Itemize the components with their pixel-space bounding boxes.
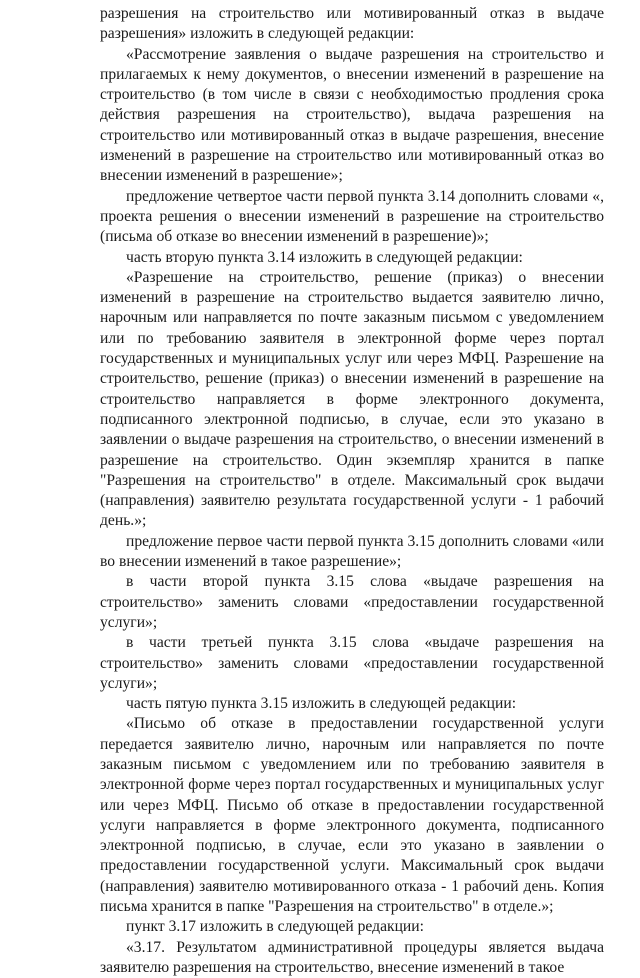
paragraph-3-15-part3: в части третьей пункта 3.15 слова «выдаче разрешения на строительство» заменить словами «предоставлении государственной услуги»; (100, 634, 604, 692)
paragraph-3-17-intro: пункт 3.17 изложить в следующей редакции: (126, 918, 424, 936)
paragraph-continuation: разрешения на строительство или мотивированный отказ в выдаче разрешения» изложить в следующей редакции: (100, 5, 604, 43)
paragraph-3-15-part2: в части второй пункта 3.15 слова «выдаче разрешения на строительство» заменить словами «предоставлении государственной услуги»; (100, 573, 604, 631)
paragraph-3-14-part2-intro: часть вторую пункта 3.14 изложить в следующей редакции: (126, 248, 523, 266)
paragraph-quote-title: «Рассмотрение заявления о выдаче разрешения на строительство и прилагаемых к нему документов, о внесении изменений в разрешение на строительство (в том числе в связи с необходимостью продления срока действия разрешения на строительство), выдача разрешения на строительство или мотивированный отказ в выдаче разрешения, внесение изменений в разрешение на строительство или мотивированный отказ во внесении изменений в разрешение»; (100, 45, 604, 185)
paragraph-3-17-text: «3.17. Результатом административной процедуры является выдача заявителю разрешения на строительство, внесение изменений в такое (100, 938, 604, 976)
paragraph-3-14-part2-text: «Разрешение на строительство, решение (приказ) о внесении изменений в разрешение на строительство выдается заявителю лично, нарочным или направляется по почте заказным письмом с уведомлением или по требованию заявителя в электронной форме через портал государственных и муниципальных услуг или через МФЦ. Разрешение на строительство, решение (приказ) о внесении изменений в разрешение на строительство направляется в форме электронного документа, подписанного электронной подписью, в случае, если это указано в заявлении о выдаче разрешения на строительство, о внесении изменений в разрешение на строительство. Один экземпляр хранится в папке "Разрешения на строительство" в отделе. Максимальный срок выдачи (направления) заявителю результата государственной услуги - 1 рабочий день.»; (100, 268, 604, 530)
paragraph-3-14-addition: предложение четвертое части первой пункта 3.14 дополнить словами «, проекта решения о внесении изменений в разрешение на строительство (письма об отказе во внесении изменений в разрешение)»; (100, 187, 604, 246)
paragraph-3-15-part5-intro: часть пятую пункта 3.15 изложить в следующей редакции: (126, 695, 517, 713)
paragraph-3-15-part1: предложение первое части первой пункта 3.15 дополнить словами «или во внесении изменений в такое разрешение»; (100, 532, 604, 571)
paragraph-3-15-part5-text: «Письмо об отказе в предоставлении государственной услуги передается заявителю лично, нарочным или направляется по почте заказным письмом с уведомлением или по требованию заявителя в электронной форме через портал государственных и муниципальных услуг или через МФЦ. Письмо об отказе в предоставлении государственной услуги направляется в форме электронного документа, подписанного электронной подписью, в случае, если это указано в заявлении о предоставлении государственной услуги. Максимальный срок выдачи (направления) заявителю мотивированного отказа - 1 рабочий день. Копия письма хранится в папке "Разрешения на строительство" в отделе.»; (100, 715, 604, 916)
